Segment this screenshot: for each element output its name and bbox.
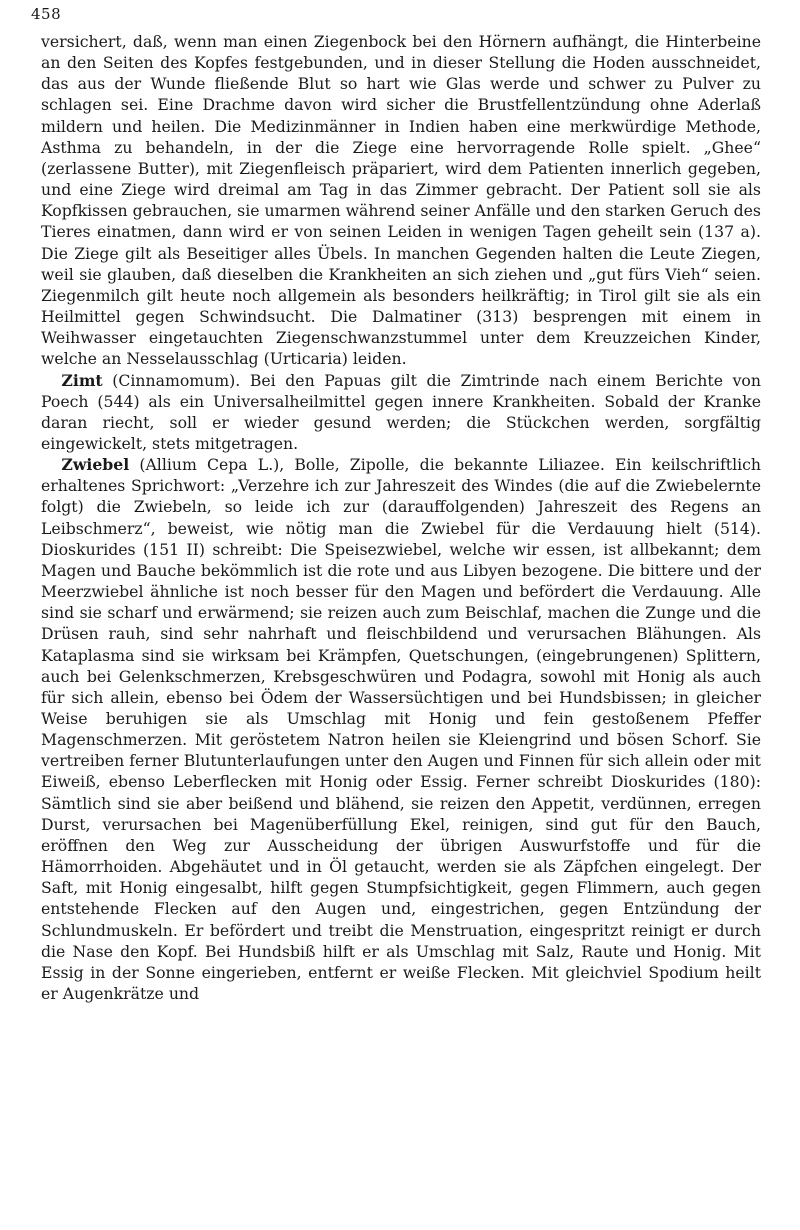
entry-zimt (41, 370, 761, 455)
text-body (41, 31, 761, 1004)
entry-keyword: Zimt (61, 370, 103, 390)
entry-zwiebel (41, 454, 761, 1004)
paragraph-text: versichert, daß, wenn man einen Ziegenbock bei den Hörnern aufhängt, die Hinterbeine an den Seiten des Kopfes festgebunden, und in dieser Stellung die Hoden ausschneidet, das aus der Wunde fließende Blut so hart wie Glas werde und schwer zu Pulver zu schlagen sei. Eine Drachme davon wird sicher die Brustfellentzündung ohne Aderlaß mildern und heilen. Die Medizinmänner in Indien haben eine merkwürdige Methode, Asthma zu behandeln, in der die Ziege eine hervorragende Rolle spielt. „Ghee“ (zerlassene Butter), mit Ziegenfleisch präpariert, wird dem Patienten innerlich gegeben, und eine Ziege wird dreimal am Tag in das Zimmer gebracht. Der Patient soll sie als Kopfkissen gebrauchen, sie umarmen während seiner Anfälle und den starken Geruch des Tieres einatmen, dann wird er von seinen Leiden in wenigen Tagen geheilt sein (137 a). Die Ziege gilt als Beseitiger alles Übels. In manchen Gegenden halten die Leute Ziegen, weil sie glauben, daß dieselben die Krankheiten an sich ziehen und „gut fürs Vieh“ seien. Ziegenmilch gilt heute noch allgemein als besonders heilkräftig; in Tirol gilt sie als ein Heilmittel gegen Schwindsucht. Die Dalmatiner (313) besprengen mit einem in Weihwasser eingetauchten Ziegenschwanzstummel unter dem Kreuzzeichen Kinder, welche an Nesselausschlag (Urticaria) leiden. (41, 32, 761, 369)
page-number: 458 (31, 5, 62, 23)
entry-keyword: Zwiebel (61, 455, 130, 475)
paragraph-ziege-continued (41, 31, 761, 370)
entry-text: (Allium Cepa L.), Bolle, Zipolle, die bekannte Liliazee. Ein keilschriftlich erhaltenes Sprichwort: „Verzehre ich zur Jahreszeit des Windes (die auf die Zwiebelernte folgt) die Zwiebeln, so leide ich zur (darauffolgenden) Jahreszeit des Regens an Leibschmerz“, beweist, wie nötig man die Zwiebel für die Verdauung hielt (514). Dioskurides (151 II) schreibt: Die Speisezwiebel, welche wir essen, ist allbekannt; dem Magen und Bauche bekömmlich ist die rote und aus Libyen bezogene. Die bittere und der Meerzwiebel ähnliche ist noch besser für den Magen und befördert die Verdauung. Alle sind sie scharf und erwärmend; sie reizen auch zum Beischlaf, machen die Zunge und die Drüsen rauh, sind sehr nahrhaft und fleischbildend und verursachen Blähungen. Als Kataplasma sind sie wirksam bei Krämpfen, Quetschungen, (eingebrungenen) Splittern, auch bei Gelenkschmerzen, Krebsgeschwüren und Podagra, sowohl mit Honig als auch für sich allein, ebenso bei Ödem der Wassersüchtigen und bei Hundsbissen; in gleicher Weise beruhigen sie als Umschlag mit Honig und fein gestoßenem Pfeffer Magenschmerzen. Mit geröstetem Natron heilen sie Kleiengrind und bösen Schorf. Sie vertreiben ferner Blutunterlaufungen unter den Augen und Finnen für sich allein oder mit Eiweiß, ebenso Leberflecken mit Honig oder Essig. Ferner schreibt Dioskurides (180): Sämtlich sind sie aber beißend und blähend, sie reizen den Appetit, verdünnen, erregen Durst, verursachen bei Magenüberfüllung Ekel, reinigen, sind gut für den Bauch, eröffnen den Weg zur Ausscheidung der übrigen Auswurfstoffe und für die Hämorrhoiden. Abgehäutet und in Öl getaucht, werden sie als Zäpfchen eingelegt. Der Saft, mit Honig eingesalbt, hilft gegen Stumpfsichtigkeit, gegen Flimmern, auch gegen entstehende Flecken auf den Augen und, eingestrichen, gegen Entzündung der Schlundmuskeln. Er befördert und treibt die Menstruation, eingespritzt reinigt er durch die Nase den Kopf. Bei Hundsbiß hilft er als Umschlag mit Salz, Raute und Honig. Mit Essig in der Sonne eingerieben, entfernt er weiße Flecken. Mit gleichviel Spodium heilt er Augenkrätze und (41, 455, 762, 1004)
entry-text: (Cinnamomum). Bei den Papuas gilt die Zimtrinde nach einem Berichte von Poech (544) als ein Universalheilmittel gegen innere Krankheiten. Sobald der Kranke daran riecht, soll er wieder gesund werden; die Stückchen werden, sorgfältig eingewickelt, stets mitgetragen. (41, 370, 761, 453)
